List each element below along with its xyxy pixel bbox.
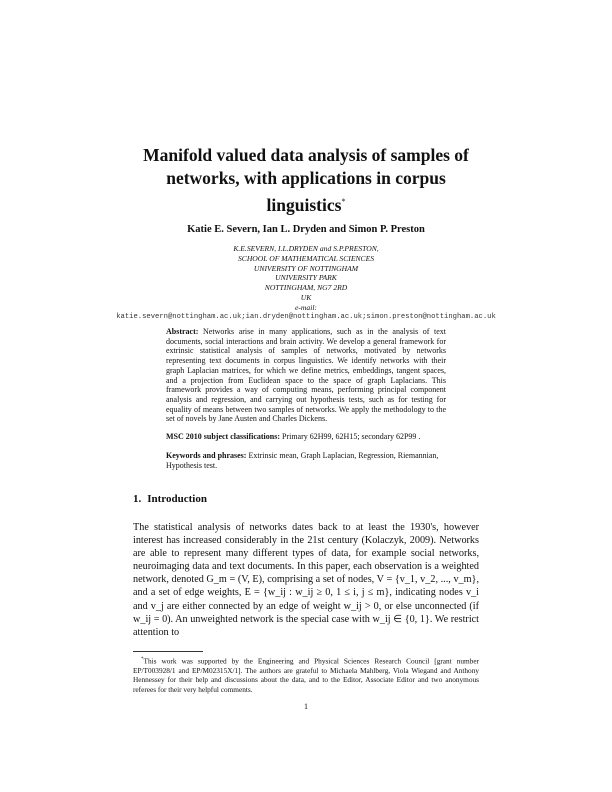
- keywords-label: Keywords and phrases:: [166, 451, 247, 460]
- paper-title: Manifold valued data analysis of samples of networks, with applications in corpus linguistics*: [143, 145, 469, 215]
- section-number: 1.: [133, 493, 142, 505]
- affiliation-block: [120, 244, 492, 313]
- section-title: Introduction: [147, 493, 207, 505]
- abstract-label: Abstract:: [166, 327, 199, 336]
- affiliation-line: UNIVERSITY OF NOTTINGHAM: [253, 263, 359, 273]
- msc-classification: [166, 432, 446, 442]
- abstract-text: Networks arise in many applications, such as in the analysis of text documents, social interactions and brain activity. We develop a general framework for extrinsic statistical analysis of samples of networks, motivated by networks representing text documents in corpus linguistics. We identify networks with their graph Laplacian matrices, for which we define metrics, embeddings, tangent spaces, and a projection from Euclidean space to the space of graph Laplacians. This framework provides a way of computing means, performing principal component analysis and regression, and carrying out hypothesis tests, such as for testing for equality of means between two samples of networks. We apply the methodology to the set of novels by Jane Austen and Charles Dickens.: [166, 327, 446, 424]
- section-heading: [133, 493, 213, 505]
- affiliation-line: K.E.SEVERN, I.L.DRYDEN and S.P.PRESTON,: [233, 244, 379, 253]
- msc-text: Primary 62H99, 62H15; secondary 62P99 .: [282, 432, 421, 441]
- affiliation-line: UNIVERSITY PARK: [275, 273, 337, 283]
- page-number: 1: [304, 702, 308, 711]
- footnote-mark: *: [141, 657, 144, 662]
- affiliation-line: e-mail:: [295, 302, 317, 312]
- affiliation-line: UK: [300, 292, 312, 302]
- abstract: [166, 327, 446, 424]
- author-emails[interactable]: katie.severn@nottingham.ac.uk;ian.dryden@nottingham.ac.uk;simon.preston@nottingham.ac.uk: [116, 313, 496, 321]
- footnote: [133, 655, 479, 694]
- introduction-body: [133, 521, 479, 639]
- intro-paragraph: The statistical analysis of networks dates back to at least the 1930's, however interest has increased considerably in the 21st century (Kolaczyk, 2009). Networks are able to represent many different types of data, for example social networks, neuroimaging data and text documents. In this paper, each observation is a weighted network, denoted G_m = (V, E), comprising a set of nodes, V = {v_1, v_2, ..., v_m}, and a set of edge weights, E = {w_ij : w_ij ≥ 0, 1 ≤ i, j ≤ m}, indicating nodes v_i and v_j are either connected by an edge of weight w_ij > 0, or else unconnected (if w_ij = 0). An unweighted network is the special case with w_ij ∈ {0, 1}. We restrict attention to: [133, 522, 479, 638]
- msc-label: MSC 2010 subject classifications:: [166, 432, 280, 441]
- affiliation-line: NOTTINGHAM, NG7 2RD: [264, 283, 348, 293]
- title-footnote-mark: *: [341, 197, 346, 206]
- footnote-text: This work was supported by the Engineering and Physical Sciences Research Council [grant number EP/T003928/1 and EP/M02315X/1]. The authors are grateful to Michaela Mahlberg, Viola Wiegand and Anthony Hennessey for their help and discussions about the data, and to the Editor, Associate Editor and two anonymous referees for their very helpful comments.: [133, 656, 479, 694]
- keywords-text: Extrinsic mean, Graph Laplacian, Regression, Riemannian, Hypothesis test.: [166, 451, 439, 470]
- footnote-divider: [133, 651, 203, 652]
- author-list: Katie E. Severn, Ian L. Dryden and Simon P. Preston: [187, 224, 425, 235]
- keywords: [166, 451, 446, 470]
- affiliation-line: SCHOOL OF MATHEMATICAL SCIENCES: [237, 253, 375, 263]
